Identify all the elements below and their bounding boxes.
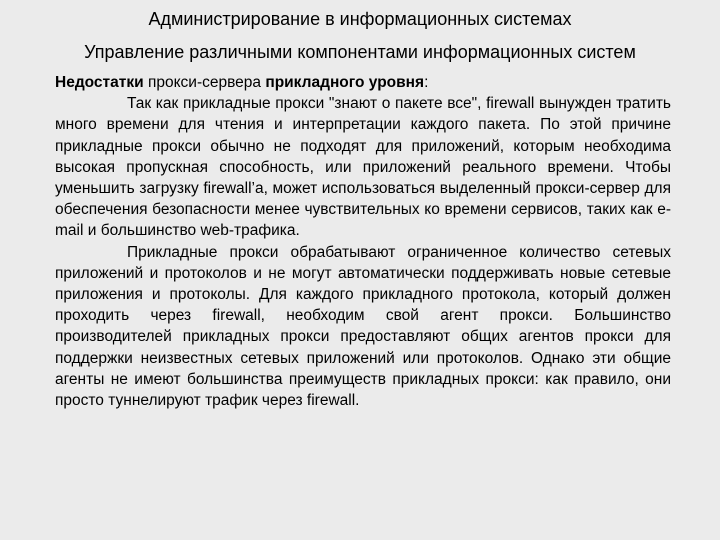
- slide-title: Администрирование в информационных системах: [148, 9, 572, 29]
- heading-bold-disadvantages: Недостатки: [55, 74, 144, 91]
- heading-colon: :: [424, 74, 429, 91]
- paragraph-2: Прикладные прокси обрабатывают ограниченное количество сетевых приложений и протоколов и не могут автоматически поддерживать новые сетевые приложения и протоколы. Для каждого прикладного протокола, который должен проходить через firewall, необходим свой агент прокси. Большинство производителей прикладных прокси предоставляют общих агентов прокси для поддержки неизвестных сетевых приложений или протоколов. Однако эти общие агенты не имеют большинства преимуществ прикладных прокси: как правило, они просто туннелируют трафик через firewall.: [55, 243, 671, 410]
- slide-subtitle: Управление различными компонентами информационных систем: [84, 42, 636, 62]
- paragraph-1: Так как прикладные прокси "знают о пакете все", firewall вынужден тратить много времени для чтения и интерпретации каждого пакета. По этой причине прикладные прокси обычно не подходят для приложений, которым необходима высокая пропускная способность, или приложений реального времени. Чтобы уменьшить загрузку firewall’а, может использоваться выделенный прокси-сервер для обеспечения безопасности менее чувствительных ко времени сервисов, таких как e-mail и большинство web-трафика.: [55, 95, 671, 240]
- section-heading: [55, 72, 671, 93]
- heading-bold-app-level: прикладного уровня: [265, 74, 425, 91]
- heading-text-proxy: прокси-сервера: [143, 74, 266, 91]
- slide-body: [55, 72, 671, 411]
